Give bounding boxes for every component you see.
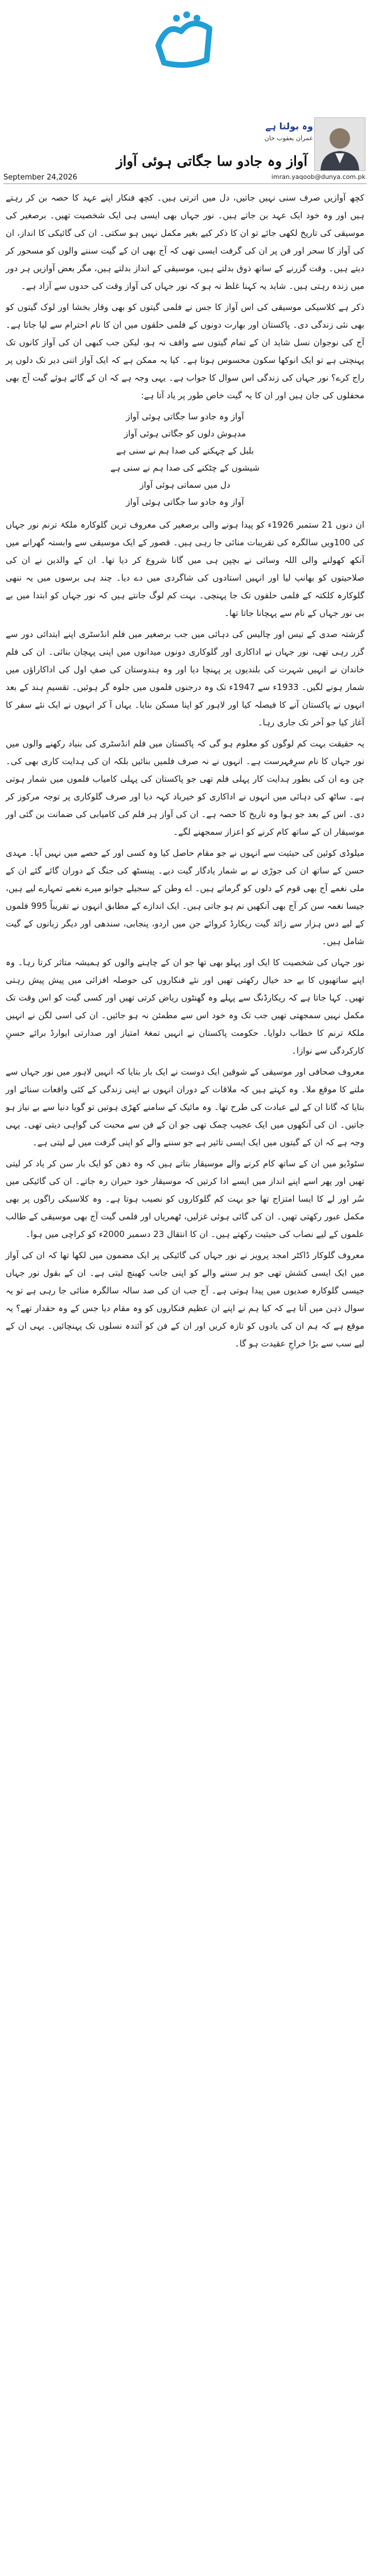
poem-line: آواز وہ جادو سا جگاتی ہوئی آواز	[126, 497, 244, 507]
author-name: عمران یعقوب خان	[264, 134, 313, 142]
masthead	[0, 0, 370, 120]
paragraph: نور جہاں کی شخصیت کا ایک اور پہلو بھی تھا جو ان کے چاہنے والوں کو ہمیشہ متاثر کرتا رہا۔ وہ اپنے ساتھیوں کا بے حد خیال رکھتی تھیں اور نئے فنکاروں کی حوصلہ افزائی میں پیش پیش رہتی تھیں۔ کہا جاتا ہے کہ ریکارڈنگ سے پہلے وہ گھنٹوں ریاض کرتی تھیں اور کسی گیت کو اس وقت تک مکمل نہیں سمجھتی تھیں جب تک وہ خود اس سے مطمئن نہ ہو جائیں۔ ان کی اسی لگن نے انہیں ملکۂ ترنم کا خطاب دلوایا۔ حکومت پاکستان نے انہیں تمغۂ امتیاز اور صدارتی ایوارڈ برائے حسنِ کارکردگی سے نوازا۔	[6, 957, 364, 1056]
poem-block	[6, 408, 364, 511]
paragraph: ان دنوں 21 ستمبر 1926ء کو پیدا ہونے والی برصغیر کی معروف ترین گلوکارہ ملکۂ ترنم نور جہاں کی 100ویں سالگرہ کی تقریبات منائی جا رہی ہیں۔ قصور کے ایک موسیقی سے وابستہ گھرانے میں آنکھ کھولنے والی اللہ وسائی نے بچپن ہی میں گانا شروع کر دیا تھا۔ ان کے والدین نے ان کی صلاحیتوں کو بھانپ لیا اور انہیں استادوں کی شاگردی میں دے دیا۔ چند ہی برسوں میں یہ ننھی گلوکارہ کلکتہ کے فلمی حلقوں تک جا پہنچی۔ بہت کم لوگ جانتے ہیں کہ نور جہاں کو ابتدا میں بے بی نور جہاں کے نام سے پہچانا جاتا تھا۔	[6, 520, 365, 618]
poem-line: دل میں سماتی ہوئی آواز	[139, 480, 231, 490]
paragraph: کچھ آوازیں صرف سنی نہیں جاتیں، دل میں اترتی ہیں۔ کچھ فنکار اپنے عہد کا حصہ بن کر رہتے ہیں اور وہ خود ایک عہد بن جاتے ہیں۔ نور جہاں بھی ایسی ہی ایک شخصیت تھیں۔ برصغیر کی موسیقی کی تاریخ لکھی جائے تو ان کا ذکر کیے بغیر مکمل نہیں ہو سکتی۔ ان کی گائیکی کا انداز، ان کی آواز کا سحر اور فن پر ان کی گرفت ایسی تھی کہ آج بھی ان کے گیت سننے والوں کو مسحور کر دیتے ہیں۔ وقت گزرنے کے ساتھ ذوق بدلتے ہیں، موسیقی کے انداز بدلتے ہیں، مگر بعض آوازیں ہر دور میں زندہ رہتی ہیں۔ شاید یہ کہنا غلط نہ ہو کہ نور جہاں کی آواز وقت کی حدوں سے آزاد ہے۔	[6, 193, 364, 291]
article-body	[6, 189, 364, 2571]
publish-date: September 24,2026	[3, 173, 77, 182]
poem-line: آواز وہ جادو سا جگاتی ہوئی آواز	[126, 411, 244, 422]
poem-line: بلبل کے چہکنے کی صدا ہم نے سنی ہے	[116, 446, 254, 456]
divider	[3, 183, 367, 184]
dunya-logo	[147, 6, 224, 74]
avatar-icon	[315, 118, 365, 170]
poem-line: مدہوش دلوں کو جگاتی ہوئی آواز	[124, 428, 246, 439]
paragraph: یہ حقیقت بہت کم لوگوں کو معلوم ہو گی کہ پاکستان میں فلم انڈسٹری کی بنیاد رکھنے والوں میں نور جہاں کا نام سرِفہرست ہے۔ انہوں نے نہ صرف فلمیں بنائیں بلکہ ان کی ہدایت کاری بھی کی۔ چن وے ان کی بطور ہدایت کار پہلی فلم تھی جو پاکستان کی پہلی کامیاب فلموں میں شمار ہوتی ہے۔ ساٹھ کی دہائی میں انہوں نے اداکاری کو خیرباد کہہ دیا اور صرف گلوکاری پر توجہ مرکوز کر دی۔ اس کے بعد جو ہوا وہ تاریخ کا حصہ ہے۔ ان کی آواز ہر فلم کی کامیابی کی ضمانت بن گئی اور موسیقار ان کے ساتھ کام کرنے کو اعزاز سمجھنے لگے۔	[6, 738, 364, 837]
paragraph: سٹوڈیو میں ان کے ساتھ کام کرنے والے موسیقار بتاتے ہیں کہ وہ دھن کو ایک بار سن کر یاد کر لیتی تھیں اور پھر اسے اپنے انداز میں ایسے ادا کرتیں کہ موسیقار خود حیران رہ جاتے۔ ان کی گائیکی میں سُر اور لے کا ایسا امتزاج تھا جو بہت کم گلوکاروں کو نصیب ہوتا ہے۔ وہ کلاسیکی راگوں پر بھی مکمل عبور رکھتی تھیں۔ ان کی گائی ہوئی غزلیں، ٹھمریاں اور فلمی گیت آج بھی موسیقی کے طالب علموں کے لیے نصاب کی حیثیت رکھتے ہیں۔ ان کا انتقال 23 دسمبر 2000ء کو کراچی میں ہوا۔	[6, 1158, 364, 1239]
column-title: آواز وہ جادو سا جگاتی ہوئی آواز	[116, 153, 307, 169]
author-email[interactable]: imran.yaqoob@dunya.com.pk	[271, 173, 365, 181]
column-brand: وہ بولتا ہے	[265, 121, 313, 132]
poem-line: شیشوں کے چٹکنے کی صدا ہم نے سنی ہے	[110, 463, 260, 473]
paragraph: گزشتہ صدی کے تیس اور چالیس کی دہائی میں جب برصغیر میں فلم انڈسٹری اپنے ابتدائی دور سے گزر رہی تھی، نور جہاں نے اداکاری اور گلوکاری دونوں میدانوں میں اپنی پہچان بنائی۔ ان کی فلم خاندان نے انہیں شہرت کی بلندیوں پر پہنچا دیا اور وہ ہندوستان کی صفِ اول کی اداکاراؤں میں شمار ہونے لگیں۔ 1933ء سے 1947ء تک وہ درجنوں فلموں میں جلوہ گر ہوئیں۔ تقسیمِ ہند کے بعد انہوں نے پاکستان آنے کا فیصلہ کیا اور لاہور کو اپنا مسکن بنایا۔ یہاں آ کر انہوں نے ایک نئے سفر کا آغاز کیا جو آخر تک جاری رہا۔	[6, 629, 364, 728]
author-photo	[314, 117, 365, 171]
paragraph: معروف گلوکار ڈاکٹر امجد پرویز نے نور جہاں کی گائیکی پر ایک مضمون میں لکھا تھا کہ ان کی آواز میں ایک ایسی کشش تھی جو ہر سننے والے کو اپنی جانب کھینچ لیتی ہے۔ ان کے بقول نور جہاں جیسی گلوکارہ صدیوں میں پیدا ہوتی ہے۔ آج جب ان کی صد سالہ سالگرہ منائی جا رہی ہے تو یہ سوال ذہن میں آتا ہے کہ کیا ہم نے اپنے ان عظیم فنکاروں کو وہ مقام دیا جس کے وہ حقدار تھے؟ یہ موقع ہے کہ ہم ان کی یادوں کو تازہ کریں اور ان کے فن کو آئندہ نسلوں تک پہنچائیں۔ یہی ان کے لیے سب سے بڑا خراجِ عقیدت ہو گا۔	[6, 1250, 364, 1349]
paragraph: معروف صحافی اور موسیقی کے شوقین ایک دوست نے ایک بار بتایا کہ انہیں لاہور میں نور جہاں سے ملنے کا موقع ملا۔ وہ کہتے ہیں کہ ملاقات کے دوران انہوں نے اپنی زندگی کے کئی واقعات سنائے اور بتایا کہ گانا ان کے لیے عبادت کی طرح تھا۔ وہ مائیک کے سامنے کھڑی ہوتیں تو گویا دنیا سے بے نیاز ہو جاتیں۔ ان کی آنکھوں میں ایک عجیب چمک تھی جو ان کے فن سے محبت کی گواہی دیتی تھی۔ یہی وجہ ہے کہ ان کے گیتوں میں ایک ایسی تاثیر ہے جو سننے والے کو اپنی گرفت میں لے لیتی ہے۔	[6, 1067, 364, 1148]
paragraph: میلوڈی کوئین کی حیثیت سے انہوں نے جو مقام حاصل کیا وہ کسی اور کے حصے میں نہیں آیا۔ مہدی حسن کے ساتھ ان کی جوڑی نے بے شمار یادگار گیت دیے۔ پینسٹھ کی جنگ کے دوران گائے گئے ان کے ملی نغمے آج بھی قوم کے دلوں کو گرماتے ہیں۔ اے وطن کے سجیلے جوانو میرے نغمے تمہارے لیے ہیں، جیسا نغمہ سن کر آج بھی آنکھیں نم ہو جاتی ہیں۔ ایک اندازے کے مطابق انہوں نے تقریباً 995 فلموں کے لیے دس ہزار سے زائد گیت ریکارڈ کروائے جن میں اردو، پنجابی، سندھی اور دیگر زبانوں کے گیت شامل ہیں۔	[6, 848, 364, 946]
paragraph: ذکر ہے کلاسیکی موسیقی کی اس آواز کا جس نے فلمی گیتوں کو بھی وقار بخشا اور لوک گیتوں کو بھی نئی زندگی دی۔ پاکستان اور بھارت دونوں کے فلمی حلقوں میں ان کا نام احترام سے لیا جاتا ہے۔ آج کی نوجوان نسل شاید ان کے تمام گیتوں سے واقف نہ ہو، لیکن جب کبھی ان کی آواز کانوں تک پہنچتی ہے تو ایک انوکھا سکون محسوس ہوتا ہے۔ کیا یہ ممکن ہے کہ ایک آواز اتنی دیر تک دلوں پر راج کرے؟ نور جہاں کی زندگی اس سوال کا جواب ہے۔ یہی وجہ ہے کہ ان کے گائے ہوئے گیت آج بھی محفلوں کی جان ہیں اور ان کا یہ گیت خاص طور پر یاد آتا ہے:	[6, 302, 364, 401]
